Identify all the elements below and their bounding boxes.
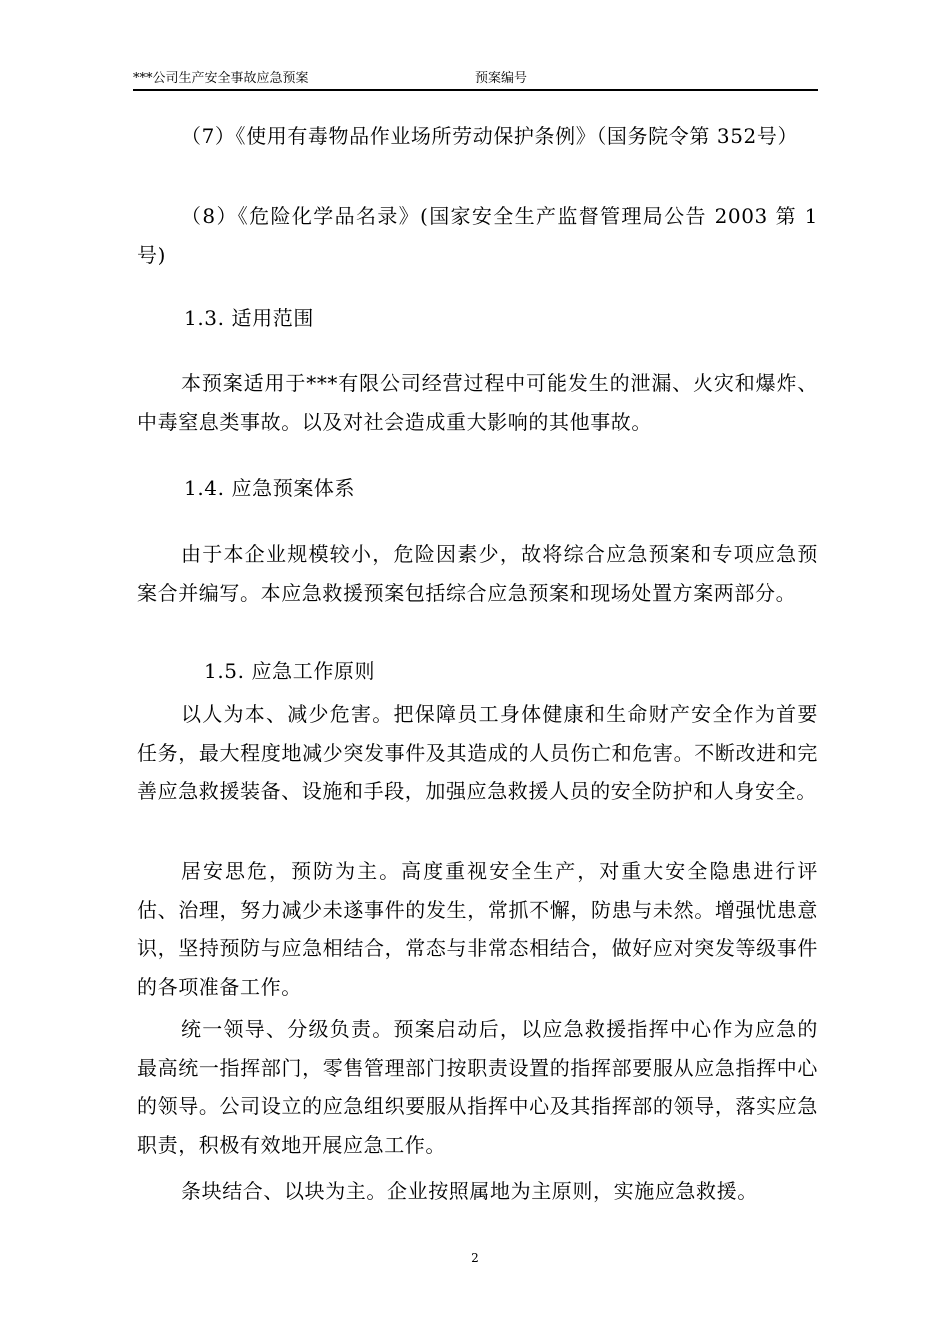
- section-heading-1-5: 1.5. 应急工作原则: [204, 659, 376, 683]
- page-header: [133, 70, 818, 91]
- header-document-title: ***公司生产安全事故应急预案: [133, 71, 309, 86]
- paragraph-plan-system: 由于本企业规模较小，危险因素少，故将综合应急预案和专项应急预案合并编写。本应急救援预案包括综合应急预案和现场处置方案两部分。: [137, 542, 818, 605]
- paragraph-principle-people-first: 以人为本、减少危害。把保障员工身体健康和生命财产安全作为首要任务，最大程度地减少突发事件及其造成的人员伤亡和危害。不断改进和完善应急救援装备、设施和手段，加强应急救援人员的安全防护和人身安全。: [137, 702, 818, 803]
- paragraph-principle-territorial: 条块结合、以块为主。企业按照属地为主原则，实施应急救援。: [181, 1179, 758, 1203]
- section-heading-1-3: 1.3. 适用范围: [184, 306, 314, 330]
- reference-item-7: （7）《使用有毒物品作业场所劳动保护条例》（国务院令第 352号）: [181, 124, 799, 148]
- reference-item-8: （8）《危险化学品名录》(国家安全生产监督管理局公告 2003 第 1 号): [137, 204, 818, 267]
- paragraph-scope: 本预案适用于***有限公司经营过程中可能发生的泄漏、火灾和爆炸、中毒窒息类事故。以及对社会造成重大影响的其他事故。: [137, 371, 818, 434]
- page-number: 2: [471, 1251, 479, 1265]
- section-heading-1-4: 1.4. 应急预案体系: [184, 476, 356, 500]
- paragraph-principle-prevention: 居安思危，预防为主。高度重视安全生产，对重大安全隐患进行评估、治理，努力减少未遂事件的发生，常抓不懈，防患与未然。增强忧患意识，坚持预防与应急相结合，常态与非常态相结合，做好应对突发等级事件的各项准备工作。: [137, 859, 818, 999]
- paragraph-principle-unified-leadership: 统一领导、分级负责。预案启动后，以应急救援指挥中心作为应急的最高统一指挥部门，零售管理部门按职责设置的指挥部要服从应急指挥中心的领导。公司设立的应急组织要服从指挥中心及其指挥部的领导，落实应急职责，积极有效地开展应急工作。: [137, 1017, 818, 1157]
- header-plan-number: 预案编号: [475, 71, 528, 86]
